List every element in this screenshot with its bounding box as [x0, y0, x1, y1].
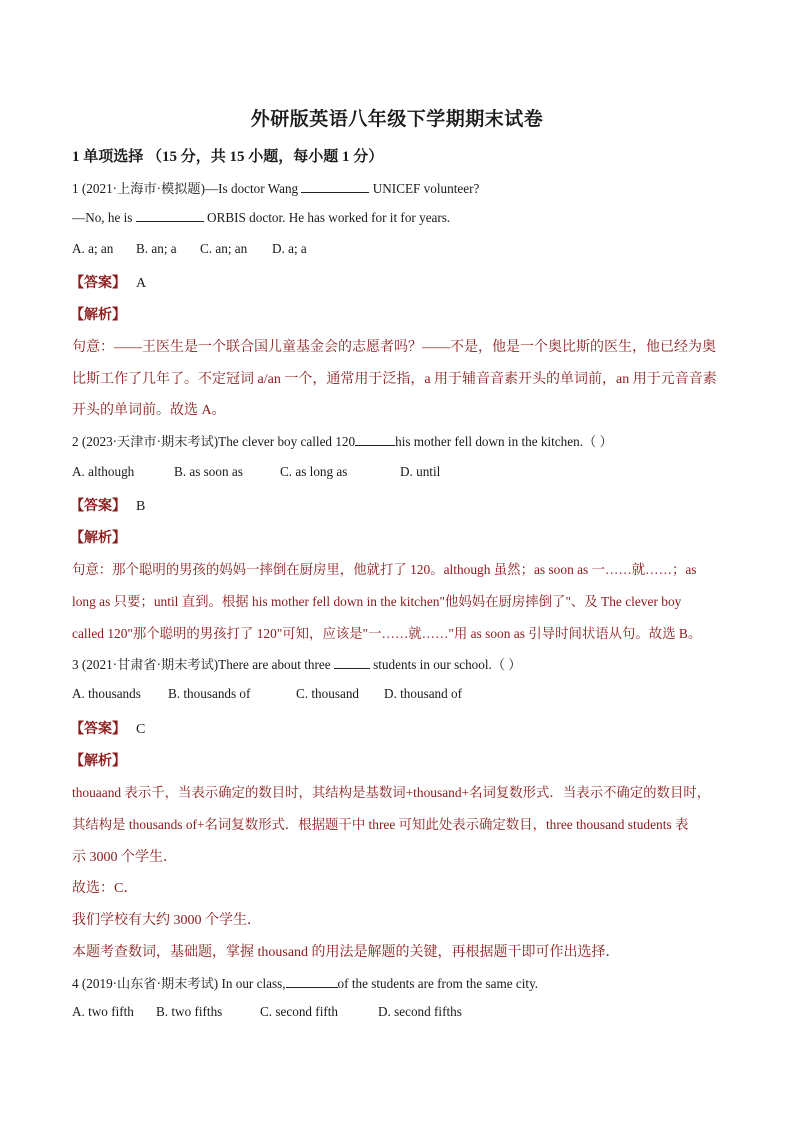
q4-text: In our class, [221, 976, 286, 991]
q2-explanation-3: called 120"那个聪明的男孩打了 120"可知，应该是"一……就……"用 as soon as 引导时间状语从句。故选 B。 [72, 626, 702, 641]
q2-text: The clever boy called 120 [218, 434, 356, 449]
q3-analysis-row [70, 750, 126, 770]
q1-stem-line2 [72, 209, 450, 226]
q2-textb: his mother fell down in the kitchen.（ ） [395, 434, 613, 449]
q1-option-b[interactable]: B. an; a [136, 241, 177, 256]
q3-option-c[interactable]: C. thousand [296, 686, 360, 701]
q1-option-d[interactable]: D. a; a [272, 241, 307, 256]
q3-answer-row [70, 718, 145, 738]
q1-source: 1 (2021·上海市·模拟题) [72, 181, 205, 196]
q3-explanation-5: 我们学校有大约 3000 个学生． [72, 913, 261, 928]
answer-label: 【答案】 [70, 722, 126, 737]
q3-answer: C [136, 722, 146, 737]
q4-option-c[interactable]: C. second fifth [260, 1004, 339, 1019]
q2-explanation-2: long as 只要；until 直到。根据 his mother fell down in the kitchen"他妈妈在厨房摔倒了"、及 The clever boy [72, 594, 682, 609]
answer-label: 【答案】 [70, 499, 126, 514]
q3-option-d[interactable]: D. thousand of [384, 686, 463, 701]
q3-explanation-2: 其结构是 thousands of+名词复数形式．根据题干中 three 可知此处表示确定数目，three thousand students 表 [72, 817, 689, 832]
q3-explanation-6: 本题考查数词，基础题，掌握 thousand 的用法是解题的关键，再根据题干即可作出选择． [72, 945, 620, 960]
q1-text1: —Is doctor Wang [204, 181, 299, 196]
q1-analysis-row [70, 304, 126, 324]
q4-blank [286, 975, 338, 988]
q2-analysis-row [70, 527, 126, 547]
q3-source: 3 (2021·甘肃省·期末考试) [72, 657, 219, 672]
q4-options [72, 1004, 462, 1020]
q1-explanation-2: 比斯工作了几年了。不定冠词 a/an 一个，通常用于泛指，a 用于辅音音素开头的单词前，an 用于元音音素 [72, 372, 717, 387]
q4-option-a[interactable]: A. two fifth [72, 1004, 134, 1019]
q3-explanation-4: 故选：C． [72, 881, 138, 896]
q1-explanation-3: 开头的单词前。故选 A。 [72, 403, 226, 418]
q3-textb: students in our school.（ ） [373, 657, 522, 672]
section-heading: 1 单项选择 （15 分，共 15 小题，每小题 1 分） [72, 149, 384, 165]
q1-stem-line1 [72, 178, 479, 197]
q3-blank [334, 656, 370, 669]
q1-blank2 [136, 209, 204, 222]
analysis-label: 【解析】 [70, 754, 126, 769]
q2-answer-row [70, 495, 145, 515]
q1-options [72, 241, 307, 257]
q3-explanation-1: thouaand 表示千，当表示确定的数目时，其结构是基数词+thousand+名词复数形式．当表示不确定的数目时， [72, 785, 711, 800]
q2-answer: B [136, 499, 146, 514]
q3-option-b[interactable]: B. thousands of [168, 686, 251, 701]
q3-explanation-3: 示 3000 个学生． [72, 850, 177, 865]
page-title: 外研版英语八年级下学期期末试卷 [250, 109, 544, 130]
q4-textb: of the students are from the same city. [337, 976, 539, 991]
q4-option-b[interactable]: B. two fifths [156, 1004, 223, 1019]
q1-answer-row [70, 272, 146, 292]
q1-blank1 [301, 180, 369, 193]
q4-stem [72, 973, 538, 992]
q2-explanation-1: 句意：那个聪明的男孩的妈妈一摔倒在厨房里，他就打了 120。although 虽然；as soon as 一……就……；as [72, 562, 697, 577]
q1-text2: —No, he is [72, 210, 133, 225]
q2-option-d[interactable]: D. until [400, 464, 441, 479]
q2-source: 2 (2023·天津市·期末考试) [72, 434, 219, 449]
q2-option-a[interactable]: A. although [72, 464, 135, 479]
q2-options [72, 464, 440, 480]
analysis-label: 【解析】 [70, 308, 126, 323]
answer-label: 【答案】 [70, 276, 126, 291]
q2-stem [72, 431, 613, 450]
q3-options [72, 686, 462, 702]
q3-text: There are about three [218, 657, 331, 672]
q2-blank [355, 433, 395, 446]
q1-option-c[interactable]: C. an; an [200, 241, 248, 256]
q4-option-d[interactable]: D. second fifths [378, 1004, 462, 1019]
q4-source: 4 (2019·山东省·期末考试) [72, 976, 219, 991]
q1-answer: A [136, 276, 147, 291]
q1-explanation-1: 句意：——王医生是一个联合国儿童基金会的志愿者吗？——不是，他是一个奥比斯的医生，他已经为奥 [72, 340, 716, 355]
q2-option-b[interactable]: B. as soon as [174, 464, 243, 479]
q2-option-c[interactable]: C. as long as [280, 464, 348, 479]
q1-text2b: ORBIS doctor. He has worked for it for years. [207, 210, 451, 225]
q3-stem [72, 654, 522, 673]
analysis-label: 【解析】 [70, 531, 126, 546]
q3-option-a[interactable]: A. thousands [72, 686, 141, 701]
q1-text1b: UNICEF volunteer? [372, 181, 480, 196]
q1-option-a[interactable]: A. a; an [72, 241, 114, 256]
